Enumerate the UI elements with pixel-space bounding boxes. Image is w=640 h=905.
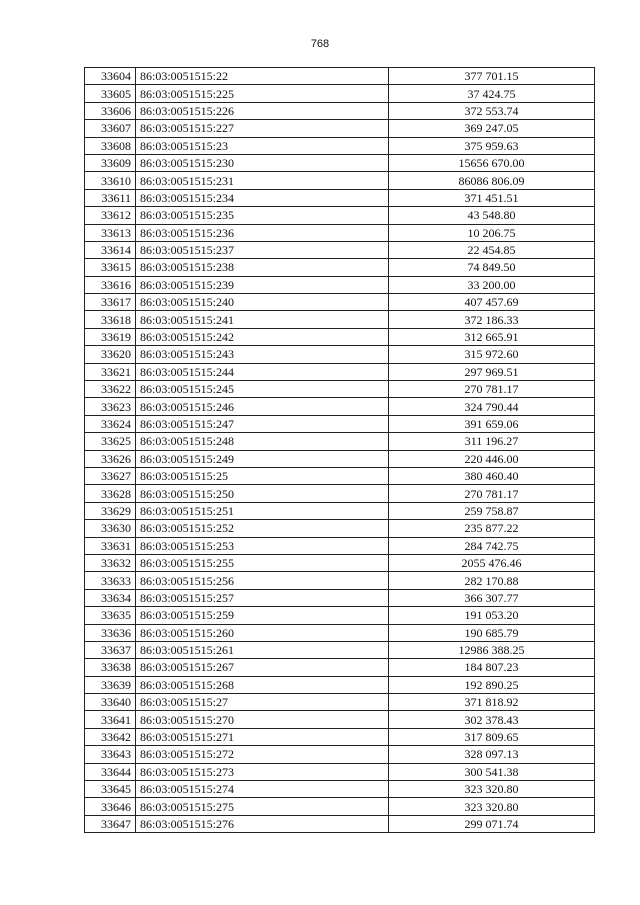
table-row <box>85 502 595 519</box>
row-number-cell: 33625 <box>85 433 136 450</box>
cadastral-number-cell: 86:03:0051515:248 <box>136 433 389 450</box>
table-row <box>85 607 595 624</box>
table-row <box>85 381 595 398</box>
row-number-cell: 33618 <box>85 311 136 328</box>
table-row <box>85 815 595 832</box>
value-cell: 407 457.69 <box>389 294 595 311</box>
table-row <box>85 224 595 241</box>
value-cell: 391 659.06 <box>389 415 595 432</box>
cadastral-number-cell: 86:03:0051515:27 <box>136 694 389 711</box>
row-number-cell: 33634 <box>85 589 136 606</box>
row-number-cell: 33633 <box>85 572 136 589</box>
row-number-cell: 33628 <box>85 485 136 502</box>
row-number-cell: 33605 <box>85 85 136 102</box>
table-row <box>85 781 595 798</box>
row-number-cell: 33607 <box>85 120 136 137</box>
table-row <box>85 433 595 450</box>
row-number-cell: 33610 <box>85 172 136 189</box>
row-number-cell: 33629 <box>85 502 136 519</box>
value-cell: 366 307.77 <box>389 589 595 606</box>
value-cell: 270 781.17 <box>389 381 595 398</box>
cadastral-number-cell: 86:03:0051515:237 <box>136 241 389 258</box>
row-number-cell: 33615 <box>85 259 136 276</box>
table-row <box>85 450 595 467</box>
cadastral-number-cell: 86:03:0051515:242 <box>136 328 389 345</box>
table-row <box>85 641 595 658</box>
value-cell: 284 742.75 <box>389 537 595 554</box>
table-row <box>85 120 595 137</box>
cadastral-number-cell: 86:03:0051515:253 <box>136 537 389 554</box>
cadastral-number-cell: 86:03:0051515:271 <box>136 728 389 745</box>
table-row <box>85 328 595 345</box>
cadastral-number-cell: 86:03:0051515:273 <box>136 763 389 780</box>
table-row <box>85 676 595 693</box>
value-cell: 371 451.51 <box>389 189 595 206</box>
row-number-cell: 33642 <box>85 728 136 745</box>
cadastral-number-cell: 86:03:0051515:255 <box>136 554 389 571</box>
row-number-cell: 33646 <box>85 798 136 815</box>
table-row <box>85 659 595 676</box>
cadastral-number-cell: 86:03:0051515:259 <box>136 607 389 624</box>
value-cell: 220 446.00 <box>389 450 595 467</box>
value-cell: 324 790.44 <box>389 398 595 415</box>
row-number-cell: 33621 <box>85 363 136 380</box>
value-cell: 300 541.38 <box>389 763 595 780</box>
cadastral-number-cell: 86:03:0051515:257 <box>136 589 389 606</box>
value-cell: 74 849.50 <box>389 259 595 276</box>
table-row <box>85 241 595 258</box>
row-number-cell: 33638 <box>85 659 136 676</box>
cadastral-number-cell: 86:03:0051515:250 <box>136 485 389 502</box>
cadastral-number-cell: 86:03:0051515:252 <box>136 520 389 537</box>
value-cell: 375 959.63 <box>389 137 595 154</box>
cadastral-number-cell: 86:03:0051515:225 <box>136 85 389 102</box>
row-number-cell: 33645 <box>85 781 136 798</box>
cadastral-number-cell: 86:03:0051515:226 <box>136 102 389 119</box>
row-number-cell: 33644 <box>85 763 136 780</box>
table-row <box>85 554 595 571</box>
row-number-cell: 33604 <box>85 68 136 85</box>
value-cell: 191 053.20 <box>389 607 595 624</box>
cadastral-number-cell: 86:03:0051515:235 <box>136 207 389 224</box>
value-cell: 328 097.13 <box>389 746 595 763</box>
value-cell: 315 972.60 <box>389 346 595 363</box>
row-number-cell: 33639 <box>85 676 136 693</box>
value-cell: 299 071.74 <box>389 815 595 832</box>
value-cell: 33 200.00 <box>389 276 595 293</box>
table-row <box>85 85 595 102</box>
row-number-cell: 33630 <box>85 520 136 537</box>
cadastral-number-cell: 86:03:0051515:240 <box>136 294 389 311</box>
value-cell: 43 548.80 <box>389 207 595 224</box>
table-row <box>85 520 595 537</box>
cadastral-number-cell: 86:03:0051515:272 <box>136 746 389 763</box>
table-row <box>85 294 595 311</box>
row-number-cell: 33619 <box>85 328 136 345</box>
cadastral-number-cell: 86:03:0051515:267 <box>136 659 389 676</box>
table-row <box>85 207 595 224</box>
row-number-cell: 33612 <box>85 207 136 224</box>
row-number-cell: 33631 <box>85 537 136 554</box>
row-number-cell: 33632 <box>85 554 136 571</box>
value-cell: 302 378.43 <box>389 711 595 728</box>
value-cell: 12986 388.25 <box>389 641 595 658</box>
table-body <box>85 68 595 833</box>
value-cell: 312 665.91 <box>389 328 595 345</box>
cadastral-number-cell: 86:03:0051515:246 <box>136 398 389 415</box>
value-cell: 37 424.75 <box>389 85 595 102</box>
table-row <box>85 467 595 484</box>
value-cell: 369 247.05 <box>389 120 595 137</box>
row-number-cell: 33606 <box>85 102 136 119</box>
row-number-cell: 33609 <box>85 154 136 171</box>
table-row <box>85 746 595 763</box>
row-number-cell: 33647 <box>85 815 136 832</box>
cadastral-number-cell: 86:03:0051515:25 <box>136 467 389 484</box>
cadastral-number-cell: 86:03:0051515:276 <box>136 815 389 832</box>
cadastral-number-cell: 86:03:0051515:244 <box>136 363 389 380</box>
cadastral-number-cell: 86:03:0051515:230 <box>136 154 389 171</box>
cadastral-number-cell: 86:03:0051515:251 <box>136 502 389 519</box>
table-row <box>85 363 595 380</box>
table-row <box>85 154 595 171</box>
cadastral-number-cell: 86:03:0051515:239 <box>136 276 389 293</box>
row-number-cell: 33641 <box>85 711 136 728</box>
table-row <box>85 694 595 711</box>
cadastral-number-cell: 86:03:0051515:23 <box>136 137 389 154</box>
cadastral-number-cell: 86:03:0051515:261 <box>136 641 389 658</box>
cadastral-number-cell: 86:03:0051515:227 <box>136 120 389 137</box>
cadastral-number-cell: 86:03:0051515:234 <box>136 189 389 206</box>
cadastral-number-cell: 86:03:0051515:238 <box>136 259 389 276</box>
table-row <box>85 589 595 606</box>
table-row <box>85 259 595 276</box>
table-row <box>85 415 595 432</box>
row-number-cell: 33608 <box>85 137 136 154</box>
row-number-cell: 33626 <box>85 450 136 467</box>
cadastral-number-cell: 86:03:0051515:243 <box>136 346 389 363</box>
value-cell: 15656 670.00 <box>389 154 595 171</box>
table-row <box>85 68 595 85</box>
value-cell: 184 807.23 <box>389 659 595 676</box>
table-row <box>85 624 595 641</box>
row-number-cell: 33611 <box>85 189 136 206</box>
row-number-cell: 33635 <box>85 607 136 624</box>
row-number-cell: 33627 <box>85 467 136 484</box>
table-row <box>85 572 595 589</box>
value-cell: 192 890.25 <box>389 676 595 693</box>
row-number-cell: 33614 <box>85 241 136 258</box>
value-cell: 235 877.22 <box>389 520 595 537</box>
value-cell: 323 320.80 <box>389 798 595 815</box>
value-cell: 380 460.40 <box>389 467 595 484</box>
value-cell: 259 758.87 <box>389 502 595 519</box>
row-number-cell: 33640 <box>85 694 136 711</box>
cadastral-number-cell: 86:03:0051515:249 <box>136 450 389 467</box>
table-row <box>85 763 595 780</box>
table-row <box>85 485 595 502</box>
cadastral-number-cell: 86:03:0051515:231 <box>136 172 389 189</box>
value-cell: 22 454.85 <box>389 241 595 258</box>
table-row <box>85 102 595 119</box>
value-cell: 372 186.33 <box>389 311 595 328</box>
cadastral-table <box>84 67 595 833</box>
table-row <box>85 172 595 189</box>
page-number: 768 <box>310 38 330 50</box>
row-number-cell: 33620 <box>85 346 136 363</box>
value-cell: 323 320.80 <box>389 781 595 798</box>
value-cell: 297 969.51 <box>389 363 595 380</box>
cadastral-number-cell: 86:03:0051515:256 <box>136 572 389 589</box>
cadastral-number-cell: 86:03:0051515:275 <box>136 798 389 815</box>
row-number-cell: 33623 <box>85 398 136 415</box>
value-cell: 270 781.17 <box>389 485 595 502</box>
cadastral-number-cell: 86:03:0051515:241 <box>136 311 389 328</box>
cadastral-number-cell: 86:03:0051515:260 <box>136 624 389 641</box>
cadastral-number-cell: 86:03:0051515:245 <box>136 381 389 398</box>
cadastral-number-cell: 86:03:0051515:22 <box>136 68 389 85</box>
value-cell: 10 206.75 <box>389 224 595 241</box>
row-number-cell: 33616 <box>85 276 136 293</box>
row-number-cell: 33636 <box>85 624 136 641</box>
value-cell: 372 553.74 <box>389 102 595 119</box>
row-number-cell: 33643 <box>85 746 136 763</box>
cadastral-number-cell: 86:03:0051515:247 <box>136 415 389 432</box>
value-cell: 86086 806.09 <box>389 172 595 189</box>
row-number-cell: 33637 <box>85 641 136 658</box>
row-number-cell: 33613 <box>85 224 136 241</box>
value-cell: 2055 476.46 <box>389 554 595 571</box>
row-number-cell: 33624 <box>85 415 136 432</box>
value-cell: 377 701.15 <box>389 68 595 85</box>
value-cell: 190 685.79 <box>389 624 595 641</box>
row-number-cell: 33622 <box>85 381 136 398</box>
value-cell: 311 196.27 <box>389 433 595 450</box>
table-row <box>85 798 595 815</box>
table-row <box>85 189 595 206</box>
cadastral-number-cell: 86:03:0051515:268 <box>136 676 389 693</box>
table-row <box>85 711 595 728</box>
cadastral-number-cell: 86:03:0051515:236 <box>136 224 389 241</box>
row-number-cell: 33617 <box>85 294 136 311</box>
table-row <box>85 398 595 415</box>
table-row <box>85 311 595 328</box>
value-cell: 282 170.88 <box>389 572 595 589</box>
cadastral-number-cell: 86:03:0051515:274 <box>136 781 389 798</box>
value-cell: 371 818.92 <box>389 694 595 711</box>
cadastral-number-cell: 86:03:0051515:270 <box>136 711 389 728</box>
value-cell: 317 809.65 <box>389 728 595 745</box>
table-row <box>85 537 595 554</box>
table-row <box>85 728 595 745</box>
table-row <box>85 346 595 363</box>
table-row <box>85 137 595 154</box>
table-row <box>85 276 595 293</box>
